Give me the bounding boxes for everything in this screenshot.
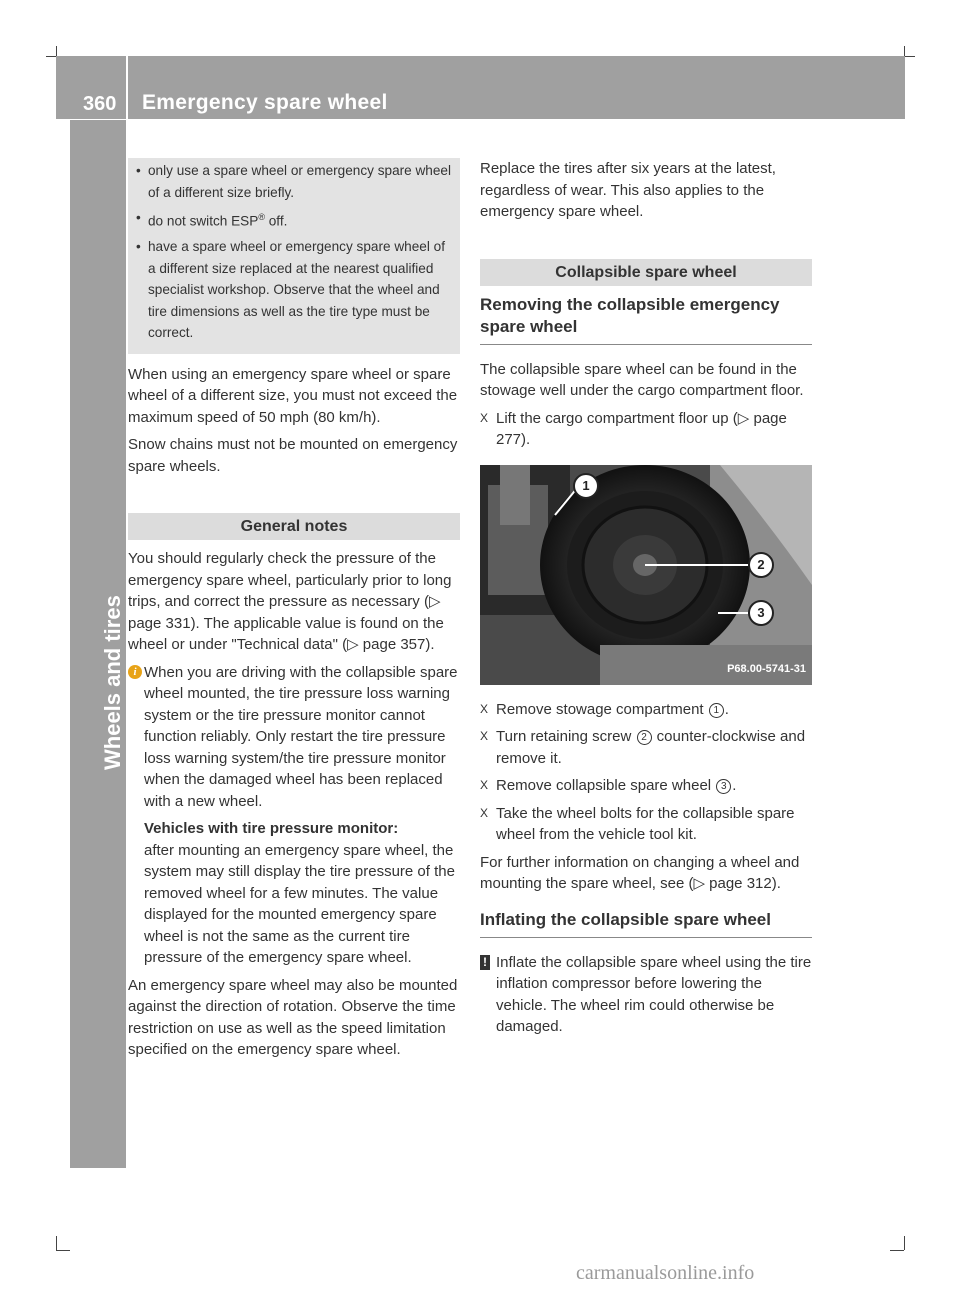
crop-mark [904, 46, 905, 56]
bullet-icon: • [136, 163, 141, 178]
subsection-heading: Removing the collapsible emergency spare wheel [480, 294, 812, 345]
note-text: after mounting an emergency spare wheel, the system may still display the tire pressure of the removed wheel for a few minutes. The value displayed for the mounted emergency spare wheel is not the same as the current tire pressure of the emergency spare wheel. [144, 841, 455, 967]
instruction-step: X Take the wheel bolts for the collapsible spare wheel from the vehicle tool kit. [480, 804, 795, 843]
crop-mark [905, 56, 915, 57]
paragraph: The collapsible spare wheel can be found in the stowage well under the cargo compartment floor. [480, 360, 804, 399]
bullet-icon: • [136, 239, 141, 255]
info-note [128, 662, 460, 969]
step-marker-icon: X [480, 410, 489, 425]
instruction-step: X Remove collapsible spare wheel 3 . [480, 775, 812, 797]
figure-code: P68.00-5741-31 [727, 663, 806, 675]
crop-mark [890, 1250, 904, 1251]
paragraph: Snow chains must not be mounted on emergency spare wheels. [128, 436, 458, 475]
callout-3: 3 [748, 600, 774, 626]
warning-note [480, 952, 812, 1038]
side-chapter-label [80, 550, 125, 770]
list-item: • do not switch ESP® off. [136, 207, 452, 232]
callout-1: 1 [573, 473, 599, 499]
note-text: Inflate the collapsible spare wheel using the tire inflation compressor before lowering the vehicle. The wheel rim could otherwise be damaged. [496, 953, 812, 1035]
step-marker-icon: X [480, 805, 489, 820]
warning-icon: ! [480, 955, 490, 970]
info-icon: i [128, 665, 142, 679]
list-item: • only use a spare wheel or emergency spare wheel of a different size briefly. [136, 160, 452, 203]
crop-mark [56, 46, 57, 56]
paragraph: When using an emergency spare wheel or spare wheel of a different size, you must not exceed the maximum speed of 50 mph (80 km/h). [128, 365, 458, 426]
section-heading: Collapsible spare wheel [480, 259, 812, 286]
crop-mark [56, 1236, 57, 1250]
caution-box [128, 158, 460, 354]
right-column [480, 158, 812, 1044]
step-marker-icon: X [480, 778, 489, 792]
header-divider [126, 56, 128, 119]
registered-mark: ® [258, 212, 265, 222]
crop-mark [904, 1236, 905, 1250]
item-number: 3 [716, 779, 731, 794]
section-title: Emergency spare wheel [142, 91, 388, 114]
crop-mark [46, 56, 56, 57]
paragraph: An emergency spare wheel may also be mounted against the direction of rotation. Observe the time restriction on use as well as the speed limitation specified on the emergency spare wheel. [128, 976, 458, 1059]
item-number: 1 [709, 703, 724, 718]
paragraph: Replace the tires after six years at the latest, regardless of wear. This also applies to the emergency spare wheel. [480, 160, 776, 220]
watermark: carmanualsonline.info [576, 1262, 755, 1284]
note-text: When you are driving with the collapsible spare wheel mounted, the tire pressure loss warning system or the tire pressure monitor cannot function reliably. Only restart the tire pressure loss warning system/the tire pressure monitor when the damaged wheel has been replaced with a new wheel. [144, 663, 458, 810]
page-number: 360 [83, 93, 117, 115]
note-bold-label: Vehicles with tire pressure monitor: [144, 820, 399, 838]
bullet-icon: • [136, 210, 141, 225]
instruction-step: X Lift the cargo compartment floor up (▷ page 277). [480, 409, 787, 448]
page-header [56, 56, 905, 119]
step-marker-icon: X [480, 729, 489, 743]
left-column [128, 158, 460, 1067]
side-chapter-text: Wheels and tires [100, 595, 125, 770]
spare-wheel-figure [480, 465, 812, 685]
step-marker-icon: X [480, 701, 489, 716]
subsection-heading: Inflating the collapsible spare wheel [480, 909, 812, 938]
callout-2: 2 [748, 552, 774, 578]
section-heading: General notes [128, 513, 460, 540]
crop-mark [56, 1250, 70, 1251]
paragraph: You should regularly check the pressure of the emergency spare wheel, particularly prior to long trips, and correct the pressure as necessary (▷ page 331). The applicable value is found on the wheel or under "Technical data" (▷ page 357). [128, 550, 452, 654]
list-item: • have a spare wheel or emergency spare wheel of a different size replaced at the nearest qualified specialist workshop. Observe that the wheel and tire dimensions as well as the tire type must be correct. [136, 236, 452, 344]
paragraph: For further information on changing a wheel and mounting the spare wheel, see (▷ page 312). [480, 853, 800, 892]
instruction-step: X Remove stowage compartment 1 . [480, 699, 812, 721]
instruction-step: X Turn retaining screw 2 counter-clockwise and remove it. [480, 728, 806, 767]
item-number: 2 [637, 730, 652, 745]
